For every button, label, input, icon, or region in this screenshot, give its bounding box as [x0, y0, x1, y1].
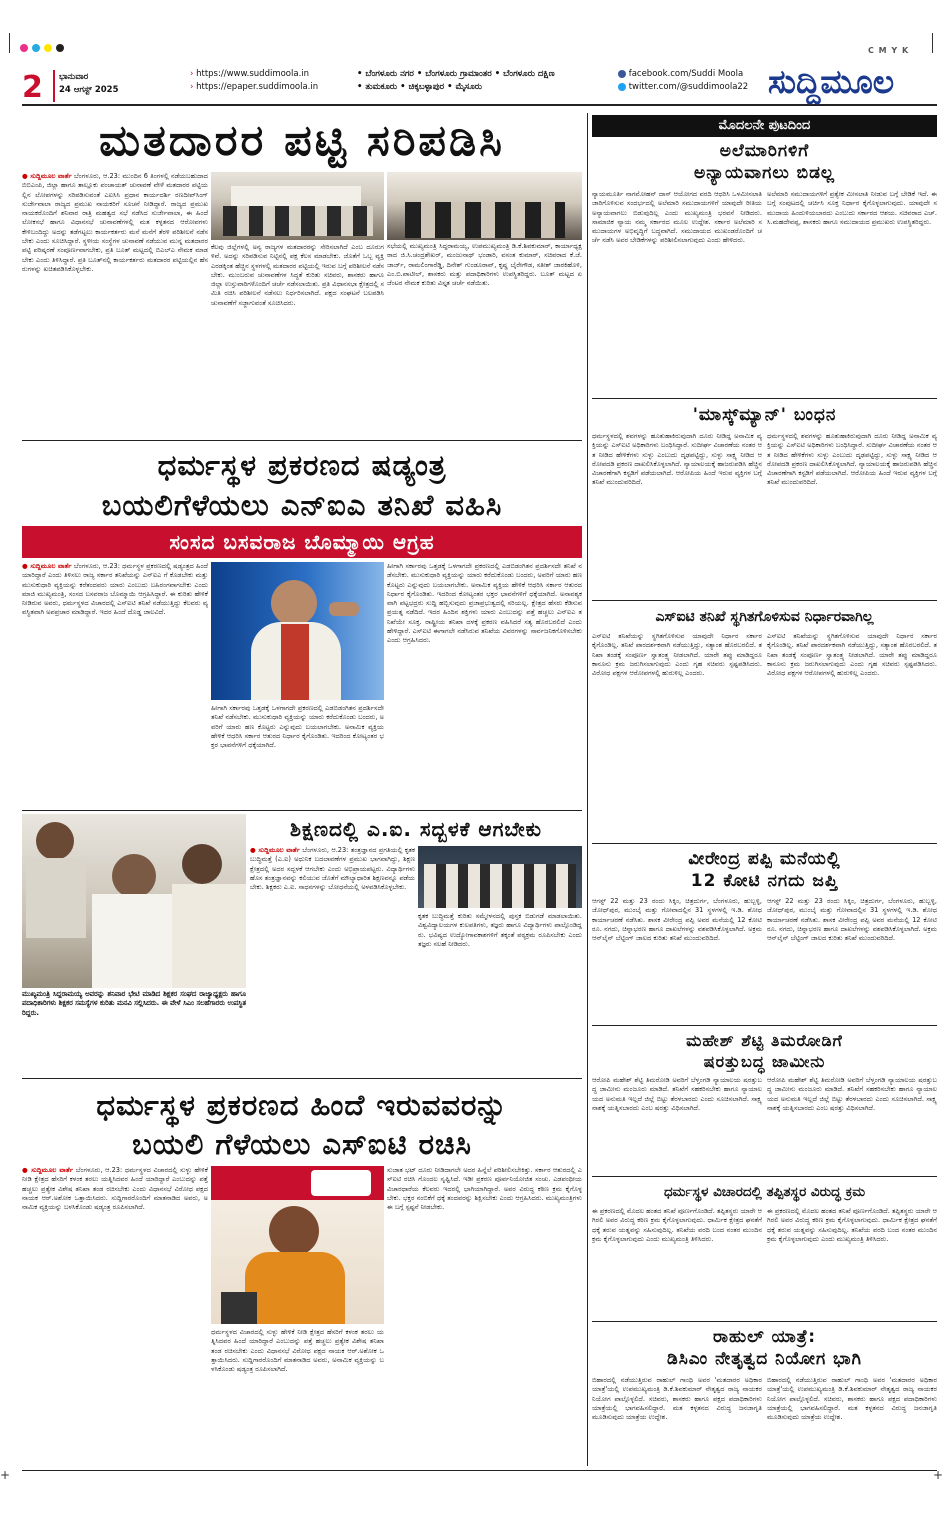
section-rule: [592, 1176, 937, 1177]
story3-byline: ● ಸುದ್ದಿಮೂಲ ವಾರ್ತೆ: [250, 846, 300, 854]
editorial-column-2b: ಧರ್ಮಸ್ಥಳದಲ್ಲಿ ಶವಗಳನ್ನು ಹೂತುಹಾಕಿರುವುದಾಗಿ ದೂರು ನೀಡಿದ್ದ ಅನಾಮಿಕ ವ್ಯಕ್ತಿಯನ್ನು ಎಸ್‌ಐಟಿ ಅಧಿಕಾರಿಗಳು ಬಂಧಿಸಿದ್ದಾರೆ. ಸುದೀರ್ಘ ವಿಚಾರಣೆಯ ನಂತರ ಆತ ನೀಡಿದ ಹೇಳಿಕೆಗಳು ಸುಳ್ಳು ಎಂಬುದು ದೃಢಪಟ್ಟಿದ್ದು, ಸುಳ್ಳು ಸಾಕ್ಷ್ಯ ನೀಡಿದ ಆರೋಪದಡಿ ಪ್ರಕರಣ ದಾಖಲಿಸಿಕೊಳ್ಳಲಾಗಿದೆ. ನ್ಯಾಯಾಲಯಕ್ಕೆ ಹಾಜರುಪಡಿಸಿ ಹೆಚ್ಚಿನ ವಿಚಾರಣೆಗಾಗಿ ಕಸ್ಟಡಿಗೆ ಪಡೆಯಲಾಗಿದೆ. ಆರೋಪಿಯ ಹಿಂದೆ ಇರುವ ವ್ಯಕ್ತಿಗಳ ಬಗ್ಗೆ ತನಿಖೆ ಮುಂದುವರಿದಿದೆ.: [767, 432, 937, 487]
lead-byline: ● ಸುದ್ದಿಮೂಲ ವಾರ್ತೆ: [22, 172, 72, 180]
editorial-column-5b: ಆರೋಪಿ ಮಹೇಶ್ ಶೆಟ್ಟಿ ತಿಮರೋಡಿ ಅವರಿಗೆ ಬೆಳ್ತಂಗಡಿ ನ್ಯಾಯಾಲಯ ಷರತ್ತುಬದ್ಧ ಜಾಮೀನು ಮಂಜೂರು ಮಾಡಿದೆ. ತನಿಖೆಗೆ ಸಹಕರಿಸಬೇಕು ಹಾಗೂ ನ್ಯಾಯಾಲಯದ ಅನುಮತಿ ಇಲ್ಲದೆ ಜಿಲ್ಲೆ ಬಿಟ್ಟು ತೆರಳಬಾರದು ಎಂದು ಸೂಚಿಸಲಾಗಿದೆ. ಸಾಕ್ಷ್ಯ ನಾಶಕ್ಕೆ ಯತ್ನಿಸಬಾರದು ಎಂಬ ಷರತ್ತು ವಿಧಿಸಲಾಗಿದೆ.: [767, 1076, 937, 1112]
story2-body-2: ಹೀಗಾಗಿ ಸರ್ಕಾರವು ಒತ್ತಡಕ್ಕೆ ಒಳಗಾಗದೇ ಪ್ರಕರಣದಲ್ಲಿ ಎಡಬಿಡಂಗಿತನ ಪ್ರದರ್ಶಿಸದೇ ತನಿಖೆ ನಡೆಸಬೇಕು. ಮುಸುಕುಧಾರಿ ವ್ಯಕ್ತಿಯನ್ನು ಯಾರು ಕರೆದುಕೊಂಡು ಬಂದರು, ಅವರಿಗೆ ಯಾರು ಹಣ ಕೊಟ್ಟರು ಎನ್ನುವುದು ಬಯಲಾಗಬೇಕು. ಅನಾಮಿಕ ವ್ಯಕ್ತಿಯ ಹೇಳಿಕೆ ಆಧರಿಸಿ ಸರ್ಕಾರ ಆತುರದ ನಿರ್ಧಾರ ಕೈಗೊಂಡಿತು. ಇದರಿಂದ ಕೋಟ್ಯಂತರ ಭಕ್ತರ ಭಾವನೆಗಳಿಗೆ ಧಕ್ಕೆಯಾಗಿದೆ.: [387, 562, 582, 598]
areas-line-2: • ತುಮಕೂರು • ಚಿಕ್ಕಬಳ್ಳಾಪುರ • ಮೈಸೂರು: [357, 82, 482, 92]
story3-headline: ಶಿಕ್ಷಣದಲ್ಲಿ ಎ.ಐ. ಸದ್ಬಳಕೆ ಆಗಬೇಕು: [290, 817, 542, 841]
section-rule: [592, 843, 937, 844]
crop-mark: [9, 33, 10, 53]
registration-dots: [20, 44, 64, 52]
editorial-headline-4b: 12 ಕೋಟಿ ನಗದು ಜಪ್ತಿ: [690, 871, 839, 891]
lead-headline: ಮತದಾರರ ಪಟ್ಟಿ ಸರಿಪಡಿಸಿ: [99, 116, 505, 166]
section-rule: [592, 1321, 937, 1322]
section-rule: [592, 600, 937, 601]
editorial-column-1a: ನ್ಯಾಯಮೂರ್ತಿ ನಾಗಮೋಹನ್ ದಾಸ್ ಆಯೋಗದ ವರದಿ ಆಧರಿಸಿ ಒಳಮೀಸಲಾತಿ ಜಾರಿಗೊಳಿಸುವ ಸಂದರ್ಭದಲ್ಲಿ ಅಲೆಮಾರಿ ಸಮುದಾಯಗಳಿಗೆ ಯಾವುದೇ ರೀತಿಯ ಅನ್ಯಾಯವಾಗಲು ಬಿಡುವುದಿಲ್ಲ ಎಂದು ಮುಖ್ಯಮಂತ್ರಿ ಭರವಸೆ ನೀಡಿದರು. ಸಾಮಾಜಿಕ ನ್ಯಾಯ ನಮ್ಮ ಸರ್ಕಾರದ ಮೂಲ ಉದ್ದೇಶ. ಸರ್ಕಾರ ಅಲೆಮಾರಿ ಸಮುದಾಯಗಳ ಅಭಿವೃದ್ಧಿಗೆ ಬದ್ಧವಾಗಿದೆ. ಸಮುದಾಯದ ಮುಖಂಡರೊಂದಿಗೆ ಚರ್ಚೆ ನಡೆಸಿ ಅವರ ಬೇಡಿಕೆಗಳನ್ನು ಪರಿಶೀಲಿಸಲಾಗುವುದು ಎಂದು ಹೇಳಿದರು.: [592, 190, 762, 245]
cm-meeting-photo: [22, 814, 246, 988]
lead-column-3: [387, 172, 582, 436]
photo-caption: ಮುಖ್ಯಮಂತ್ರಿ ಸಿದ್ದರಾಮಯ್ಯ ಅವರನ್ನು ಶನಿವಾರ ಭೇಟಿ ಮಾಡಿದ ಶಿಕ್ಷಕರ ಸಂಘದ ರಾಜ್ಯಾಧ್ಯಕ್ಷರು ಹಾಗೂ ಪದಾಧಿಕಾರಿಗಳು ಶಿಕ್ಷಕರ ಸಮಸ್ಯೆಗಳ ಕುರಿತು ಮನವಿ ಸಲ್ಲಿಸಿದರು. ಈ ವೇಳೆ ಸಿಎಂ ಸಲಹೆಗಾರರು ಉಪಸ್ಥಿತರಿದ್ದರು.: [22, 990, 246, 1017]
cyan-dot: [32, 44, 40, 52]
editorial-headline-1b: ಅನ್ಯಾಯವಾಗಲು ಬಿಡಲ್ಲ: [694, 163, 835, 183]
crop-mark: +: [933, 1468, 944, 1482]
website-links: [190, 68, 318, 94]
newspaper-logo: ಸುದ್ದಿಮೂಲ: [768, 62, 895, 101]
lead-dateline: ಬೆಂಗಳೂರು, ಆ.23:: [74, 172, 121, 180]
story2-body-1: ಧರ್ಮಸ್ಥಳ ಪ್ರಕರಣದಲ್ಲಿ ಷಡ್ಯಂತ್ರದ ಹಿಂದೆ ಯಾರಿದ್ದಾರೆ ಎಂದು ತಿಳಿಸಲು ರಾಜ್ಯ ಸರ್ಕಾರ ತನಿಖೆಯನ್ನು ಎನ್‌ಐಎ ಗೆ ಕೊಡಬೇಕು ಮತ್ತು ಮುಸುಕುಧಾರಿ ವ್ಯಕ್ತಿಯನ್ನು ಕರೆತಂದವರು ಯಾರು ಎಂಬುದು ಬಹಿರಂಗವಾಗಬೇಕು ಎಂದು ಮಾಜಿ ಮುಖ್ಯಮಂತ್ರಿ, ಸಂಸದ ಬಸವರಾಜ ಬೊಮ್ಮಾಯಿ ಆಗ್ರಹಿಸಿದ್ದಾರೆ. ಈ ಕುರಿತು ಹೇಳಿಕೆ ನೀಡಿರುವ ಅವರು, ಧರ್ಮಸ್ಥಳದ ವಿಚಾರದಲ್ಲಿ ಎಸ್‌ಐಟಿ ತನಿಖೆ ನಡೆಯುತ್ತಿದ್ದು ಕೆಲವರು ವ್ಯವಸ್ಥಿತವಾಗಿ ಅಪಪ್ರಚಾರ ಮಾಡಿದ್ದಾರೆ. ಇದರ ಹಿಂದೆ ದೊಡ್ಡ ಜಾಲವಿದೆ.: [22, 562, 208, 617]
story3-dateline: ಬೆಂಗಳೂರು, ಆ.23:: [302, 846, 349, 854]
epaper-link[interactable]: https://epaper.suddimoola.in: [196, 82, 319, 92]
story4-column-3: ಸುಜಾತ ಭಟ್ ದೂರು ನೀಡಿದಾಗಲೇ ಅದರ ಹಿನ್ನೆಲೆ ಪರಿಶೀಲಿಸಬೇಕಿತ್ತು. ಸರ್ಕಾರ ಆತುರದಲ್ಲಿ ಎಸ್‌ಐಟಿ ರಚಿಸಿ ಗೊಂದಲ ಸೃಷ್ಟಿಸಿದೆ. ಇಡೀ ಪ್ರಕರಣ ಪೂರ್ವನಿಯೋಜಿತ ಸಂಚು. ಎಡಪಂಥೀಯ ವಿಚಾರಧಾರೆಯ ಕೆಲವರು ಇದರಲ್ಲಿ ಭಾಗಿಯಾಗಿದ್ದಾರೆ. ಅವರ ವಿರುದ್ಧ ಕಠಿಣ ಕ್ರಮ ಕೈಗೊಳ್ಳಬೇಕು. ಭಕ್ತರ ನಂಬಿಕೆಗೆ ಧಕ್ಕೆ ತಂದವರನ್ನು ಶಿಕ್ಷಿಸಬೇಕು ಎಂದು ಆಗ್ರಹಿಸಿದರು. ಮುಖ್ಯಮಂತ್ರಿಗಳು ಈ ಬಗ್ಗೆ ಸ್ಪಷ್ಟನೆ ನೀಡಬೇಕು.: [387, 1166, 582, 1212]
editorial-headline-1a: ಅಲೆಮಾರಿಗಳಿಗೆ: [719, 141, 810, 161]
story3-column-1: [250, 846, 415, 1074]
link-arrow-icon: ›: [190, 82, 194, 92]
story2-headline-line-2: ಬಯಲಿಗೆಳೆಯಲು ಎನ್‌ಐಎ ತನಿಖೆ ವಹಿಸಿ: [101, 488, 503, 522]
section-rule: [592, 398, 937, 399]
editorial-column-7b: ಬಿಹಾರದಲ್ಲಿ ನಡೆಯುತ್ತಿರುವ ರಾಹುಲ್ ಗಾಂಧಿ ಅವರ 'ಮತದಾರರ ಅಧಿಕಾರ ಯಾತ್ರೆ'ಯಲ್ಲಿ ಉಪಮುಖ್ಯಮಂತ್ರಿ ಡಿ.ಕೆ.ಶಿವಕುಮಾರ್ ನೇತೃತ್ವದ ರಾಜ್ಯ ನಾಯಕರ ನಿಯೋಗ ಪಾಲ್ಗೊಳ್ಳಲಿದೆ. ಸಚಿವರು, ಶಾಸಕರು ಹಾಗೂ ಪಕ್ಷದ ಪದಾಧಿಕಾರಿಗಳು ಯಾತ್ರೆಯಲ್ಲಿ ಭಾಗವಹಿಸಲಿದ್ದಾರೆ. ಮತ ಕಳ್ಳತನದ ವಿರುದ್ಧ ಜನಜಾಗೃತಿ ಮೂಡಿಸುವುದು ಯಾತ್ರೆಯ ಉದ್ದೇಶ.: [767, 1376, 937, 1422]
story4-dateline: ಬೆಂಗಳೂರು, ಆ.23:: [75, 1166, 123, 1174]
yellow-dot: [44, 44, 52, 52]
editorial-headline-2: 'ಮಾಸ್ಕ್‌ಮ್ಯಾನ್' ಬಂಧನ: [692, 405, 837, 425]
crop-mark: +: [0, 1468, 11, 1482]
story2-column-1: [22, 562, 208, 806]
section-rule: [22, 440, 582, 441]
story4-byline: ● ಸುದ್ದಿಮೂಲ ವಾರ್ತೆ: [22, 1166, 74, 1174]
lead-column-1: [22, 172, 208, 436]
masthead: [22, 64, 937, 106]
story3-body-1: ತಂತ್ರಜ್ಞಾನದ ಪ್ರಗತಿಯಲ್ಲಿ ಕೃತಕ ಬುದ್ಧಿಮತ್ತೆ (ಎ.ಐ) ಅಧುನಿಕ ಬದಲಾವಣೆಗಳ ಪ್ರಮುಖ ಭಾಗವಾಗಿದ್ದು, ಶಿಕ್ಷಣ ಕ್ಷೇತ್ರದಲ್ಲಿ ಅದರ ಸದ್ಬಳಕೆ ಆಗಬೇಕು ಎಂದು ಅಭಿಪ್ರಾಯಪಟ್ಟರು. ವಿದ್ಯಾರ್ಥಿಗಳು ಹೊಸ ತಂತ್ರಜ್ಞಾನವನ್ನು ಕಲಿಯುವ ಜೊತೆಗೆ ಮೌಲ್ಯಾಧಾರಿತ ಶಿಕ್ಷಣವನ್ನೂ ಪಡೆಯಬೇಕು. ಶಿಕ್ಷಕರು ಎ.ಐ. ಸಾಧನಗಳನ್ನು ಬೋಧನೆಯಲ್ಲಿ ಅಳವಡಿಸಿಕೊಳ್ಳಬೇಕು.: [250, 846, 415, 892]
website-link[interactable]: https://www.suddimoola.in: [196, 69, 310, 79]
lead-column-2: ಕೆಲವು ಜಿಲ್ಲೆಗಳಲ್ಲಿ ಅನ್ಯ ರಾಜ್ಯಗಳ ಮತದಾರರನ್ನು ಸೇರಿಸಲಾಗಿದೆ ಎಂಬ ದೂರುಗಳಿವೆ. ಅದನ್ನು ಸರಿಪಡಿಸುವ ನಿಟ್ಟಿನಲ್ಲಿ ಪಕ್ಷ ಕೆಲಸ ಮಾಡಬೇಕು. ಜೊತೆಗೆ ಒಬ್ಬ ವ್ಯಕ್ತಿ ಎರಡಕ್ಕಿಂತ ಹೆಚ್ಚಿನ ಸ್ಥಳಗಳಲ್ಲಿ ಮತದಾರರ ಪಟ್ಟಿಯಲ್ಲಿ ಇರುವ ಬಗ್ಗೆ ಪರಿಶೀಲನೆ ನಡೆಸಬೇಕು. ಮುಂಬರುವ ಚುನಾವಣೆಗಳ ಸಿದ್ಧತೆ ಕುರಿತು ಸಚಿವರು, ಶಾಸಕರು ಹಾಗೂ ಜಿಲ್ಲಾ ಉಸ್ತುವಾರಿಗಳೊಂದಿಗೆ ಚರ್ಚೆ ನಡೆಸಲಾಯಿತು. ಪ್ರತಿ ವಿಧಾನಸಭಾ ಕ್ಷೇತ್ರದಲ್ಲಿ ಸಮಿತಿ ರಚಿಸಿ ಪರಿಶೀಲನೆ ನಡೆಸಲು ನಿರ್ಧರಿಸಲಾಗಿದೆ. ಪಕ್ಷದ ಸಂಘಟನೆ ಬಲಪಡಿಸಿ ಚುನಾವಣೆಗೆ ಸಜ್ಜಾಗುವಂತೆ ಸೂಚಿಸಿದರು.: [211, 243, 384, 307]
story2-subheadline: ಸಂಸದ ಬಸವರಾಜ ಬೊಮ್ಮಾಯಿ ಆಗ್ರಹ: [22, 526, 582, 558]
story2-body-3: ಅನಾವಶ್ಯಕವಾಗಿ ಪಟ್ಟಭದ್ರರು ಸುದ್ದಿ ಹಬ್ಬಿಸುವುದು ಪ್ರಜಾಪ್ರಭುತ್ವದಲ್ಲಿ ಸರಿಯಲ್ಲ. ಕ್ಷೇತ್ರದ ಹೆಸರು ಕೆಡಿಸುವ ಪ್ರಯತ್ನ ನಡೆದಿದೆ. ಇದರ ಹಿಂದಿನ ಶಕ್ತಿಗಳು ಯಾರು ಎಂಬುದನ್ನು ಪತ್ತೆ ಹಚ್ಚಲು ಎನ್‌ಐಎ ತನಿಖೆಯೇ ಸೂಕ್ತ. ರಾಷ್ಟ್ರೀಯ ತನಿಖಾ ದಳಕ್ಕೆ ಪ್ರಕರಣ ವಹಿಸಿದರೆ ಸತ್ಯ ಹೊರಬರಲಿದೆ ಎಂದು ಹೇಳಿದ್ದಾರೆ. ಎಸ್‌ಐಟಿ ಈಗಾಗಲೇ ನಡೆಸಿರುವ ತನಿಖೆಯ ವಿವರಗಳನ್ನು ಸಾರ್ವಜನಿಕಗೊಳಿಸಬೇಕು ಎಂದು ಆಗ್ರಹಿಸಿದರು.: [387, 589, 582, 645]
editorial-column-1b: ಅಲೆಮಾರಿ ಸಮುದಾಯಗಳಿಗೆ ಪ್ರತ್ಯೇಕ ಮೀಸಲಾತಿ ನೀಡುವ ಬಗ್ಗೆ ಬೇಡಿಕೆ ಇದೆ. ಈ ಬಗ್ಗೆ ಸಂಪುಟದಲ್ಲಿ ಚರ್ಚಿಸಿ ಸೂಕ್ತ ನಿರ್ಧಾರ ಕೈಗೊಳ್ಳಲಾಗುವುದು. ಯಾವುದೇ ಸಮುದಾಯ ಹಿಂದುಳಿಯಬಾರದು ಎಂಬುದು ಸರ್ಕಾರದ ಆಶಯ. ಸಚಿವರಾದ ಎಚ್.ಸಿ.ಮಹದೇವಪ್ಪ, ಶಾಸಕರು ಹಾಗೂ ಸಮುದಾಯದ ಪ್ರಮುಖರು ಉಪಸ್ಥಿತರಿದ್ದರು.: [767, 190, 937, 226]
story4-column-2: ಧರ್ಮಸ್ಥಳದ ವಿಚಾರದಲ್ಲಿ ಸುಳ್ಳು ಹೇಳಿಕೆ ನೀಡಿ ಕ್ಷೇತ್ರದ ಹೆಸರಿಗೆ ಕಳಂಕ ತರಲು ಯತ್ನಿಸಿದವರ ಹಿಂದೆ ಯಾರಿದ್ದಾರೆ ಎಂಬುದನ್ನು ಪತ್ತೆ ಹಚ್ಚಲು ಪ್ರತ್ಯೇಕ ವಿಶೇಷ ತನಿಖಾ ತಂಡ ರಚಿಸಬೇಕು ಎಂದು ವಿಧಾನಸಭೆ ವಿರೋಧ ಪಕ್ಷದ ನಾಯಕ ಆರ್.ಅಶೋಕ ಒತ್ತಾಯಿಸಿದರು. ಸುದ್ದಿಗಾರರೊಂದಿಗೆ ಮಾತನಾಡಿದ ಅವರು, ಅನಾಮಿಕ ವ್ಯಕ್ತಿಯನ್ನು ಬಳಸಿಕೊಂಡು ಷಡ್ಯಂತ್ರ ರೂಪಿಸಲಾಗಿದೆ.: [211, 1328, 384, 1374]
editorial-headline-5a: ಮಹೇಶ್ ಶೆಟ್ಟಿ ತಿಮರೋಡಿಗೆ: [686, 1031, 843, 1050]
issue-day: ಭಾನುವಾರ: [59, 72, 89, 82]
twitter-icon: [618, 83, 626, 91]
story4-body-1: ಧರ್ಮಸ್ಥಳದ ವಿಚಾರದಲ್ಲಿ ಸುಳ್ಳು ಹೇಳಿಕೆ ನೀಡಿ ಕ್ಷೇತ್ರದ ಹೆಸರಿಗೆ ಕಳಂಕ ತರಲು ಯತ್ನಿಸಿದವರ ಹಿಂದೆ ಯಾರಿದ್ದಾರೆ ಎಂಬುದನ್ನು ಪತ್ತೆ ಹಚ್ಚಲು ಪ್ರತ್ಯೇಕ ವಿಶೇಷ ತನಿಖಾ ತಂಡ ರಚಿಸಬೇಕು ಎಂದು ವಿಧಾನಸಭೆ ವಿರೋಧ ಪಕ್ಷದ ನಾಯಕ ಆರ್.ಅಶೋಕ ಒತ್ತಾಯಿಸಿದರು. ಸುದ್ದಿಗಾರರೊಂದಿಗೆ ಮಾತನಾಡಿದ ಅವರು, ಅನಾಮಿಕ ವ್ಯಕ್ತಿಯನ್ನು ಬಳಸಿಕೊಂಡು ಷಡ್ಯಂತ್ರ ರೂಪಿಸಲಾಗಿದೆ.: [22, 1166, 208, 1212]
coverage-areas: [357, 68, 555, 94]
editorial-headline-4a: ವೀರೇಂದ್ರ ಪಪ್ಪಿ ಮನೆಯಲ್ಲಿ: [688, 849, 841, 869]
facebook-icon: [618, 70, 626, 78]
column-separator: [587, 113, 588, 1466]
link-arrow-icon: ›: [190, 69, 194, 79]
page-number: 2: [22, 70, 43, 105]
editorial-column-3b: ಎಸ್‌ಐಟಿ ತನಿಖೆಯನ್ನು ಸ್ಥಗಿತಗೊಳಿಸುವ ಯಾವುದೇ ನಿರ್ಧಾರ ಸರ್ಕಾರ ಕೈಗೊಂಡಿಲ್ಲ. ತನಿಖೆ ಪಾರದರ್ಶಕವಾಗಿ ನಡೆಯುತ್ತಿದ್ದು, ಸತ್ಯಾಂಶ ಹೊರಬರಲಿದೆ. ತನಿಖಾ ತಂಡಕ್ಕೆ ಸಂಪೂರ್ಣ ಸ್ವಾತಂತ್ರ್ಯ ನೀಡಲಾಗಿದೆ. ಯಾರೇ ತಪ್ಪು ಮಾಡಿದ್ದರೂ ಕಾನೂನು ಕ್ರಮ ಜರುಗಿಸಲಾಗುವುದು ಎಂದು ಗೃಹ ಸಚಿವರು ಸ್ಪಷ್ಟಪಡಿಸಿದರು. ವಿರೋಧ ಪಕ್ಷಗಳ ಆರೋಪಗಳಲ್ಲಿ ಹುರುಳಿಲ್ಲ ಎಂದರು.: [767, 632, 937, 678]
story4-headline-line-1: ಧರ್ಮಸ್ಥಳ ಪ್ರಕರಣದ ಹಿಂದೆ ಇರುವವರನ್ನು: [96, 1088, 508, 1122]
crop-mark: [932, 33, 933, 53]
meeting-photo-1: [211, 172, 384, 240]
black-dot: [56, 44, 64, 52]
story4-headline-line-2: ಬಯಲಿ ಗೆಳೆಯಲು ಎಸ್‌ಐಟಿ ರಚಿಸಿ: [132, 1127, 472, 1161]
story3-column-2: ಕೃತಕ ಬುದ್ಧಿಮತ್ತೆ ಕುರಿತು ಸಮ್ಮೇಳನದಲ್ಲಿ ಪುಸ್ತಕ ಬಿಡುಗಡೆ ಮಾಡಲಾಯಿತು. ವಿಶ್ವವಿದ್ಯಾಲಯಗಳ ಕುಲಪತಿಗಳು, ತಜ್ಞರು ಹಾಗೂ ವಿದ್ಯಾರ್ಥಿಗಳು ಪಾಲ್ಗೊಂಡಿದ್ದರು. ಭವಿಷ್ಯದ ಉದ್ಯೋಗಾವಕಾಶಗಳಿಗೆ ತಕ್ಕಂತೆ ಪಠ್ಯಕ್ರಮ ರೂಪಿಸಬೇಕು ಎಂದು ತಜ್ಞರು ಸಲಹೆ ನೀಡಿದರು.: [418, 912, 582, 948]
lead-body-3: ಸಭೆಯಲ್ಲಿ ಮುಖ್ಯಮಂತ್ರಿ ಸಿದ್ದರಾಮಯ್ಯ, ಉಪಮುಖ್ಯಮಂತ್ರಿ ಡಿ.ಕೆ.ಶಿವಕುಮಾರ್, ಕಾರ್ಯಾಧ್ಯಕ್ಷರಾದ ಜಿ.ಸಿ.ಚಂದ್ರಶೇಖರ್, ಮಂಜುನಾಥ್ ಭಂಡಾರಿ, ವಸಂತ ಕುಮಾರ್, ಸಚಿವರಾದ ಕೆ.ಜೆ.ಜಾರ್ಜ್, ರಾಮಲಿಂಗಾರೆಡ್ಡಿ, ದಿನೇಶ್ ಗುಂಡೂರಾವ್, ಕೃಷ್ಣ ಬೈರೇಗೌಡ, ಸತೀಶ್ ಜಾರಕಿಹೊಳಿ, ಎಂ.ಬಿ.ಪಾಟೀಲ್, ಶಾಸಕರು ಮತ್ತು ಪದಾಧಿಕಾರಿಗಳು ಉಪಸ್ಥಿತರಿದ್ದರು. ಬೂತ್ ಮಟ್ಟದ ಏಜೆಂಟರ ನೇಮಕ ಕುರಿತು ವಿಸ್ತೃತ ಚರ್ಚೆ ನಡೆಯಿತು.: [387, 242, 582, 288]
story2-column-2a: ಹೀಗಾಗಿ ಸರ್ಕಾರವು ಒತ್ತಡಕ್ಕೆ ಒಳಗಾಗದೇ ಪ್ರಕರಣದಲ್ಲಿ ಎಡಬಿಡಂಗಿತನ ಪ್ರದರ್ಶಿಸದೇ ತನಿಖೆ ನಡೆಸಬೇಕು. ಮುಸುಕುಧಾರಿ ವ್ಯಕ್ತಿಯನ್ನು ಯಾರು ಕರೆದುಕೊಂಡು ಬಂದರು, ಅವರಿಗೆ ಯಾರು ಹಣ ಕೊಟ್ಟರು ಎನ್ನುವುದು ಬಯಲಾಗಬೇಕು. ಅನಾಮಿಕ ವ್ಯಕ್ತಿಯ ಹೇಳಿಕೆ ಆಧರಿಸಿ ಸರ್ಕಾರ ಆತುರದ ನಿರ್ಧಾರ ಕೈಗೊಂಡಿತು. ಇದರಿಂದ ಕೋಟ್ಯಂತರ ಭಕ್ತರ ಭಾವನೆಗಳಿಗೆ ಧಕ್ಕೆಯಾಗಿದೆ.: [211, 704, 384, 750]
ashoka-photo: [211, 1166, 384, 1324]
editorial-column-2a: ಧರ್ಮಸ್ಥಳದಲ್ಲಿ ಶವಗಳನ್ನು ಹೂತುಹಾಕಿರುವುದಾಗಿ ದೂರು ನೀಡಿದ್ದ ಅನಾಮಿಕ ವ್ಯಕ್ತಿಯನ್ನು ಎಸ್‌ಐಟಿ ಅಧಿಕಾರಿಗಳು ಬಂಧಿಸಿದ್ದಾರೆ. ಸುದೀರ್ಘ ವಿಚಾರಣೆಯ ನಂತರ ಆತ ನೀಡಿದ ಹೇಳಿಕೆಗಳು ಸುಳ್ಳು ಎಂಬುದು ದೃಢಪಟ್ಟಿದ್ದು, ಸುಳ್ಳು ಸಾಕ್ಷ್ಯ ನೀಡಿದ ಆರೋಪದಡಿ ಪ್ರಕರಣ ದಾಖಲಿಸಿಕೊಳ್ಳಲಾಗಿದೆ. ನ್ಯಾಯಾಲಯಕ್ಕೆ ಹಾಜರುಪಡಿಸಿ ಹೆಚ್ಚಿನ ವಿಚಾರಣೆಗಾಗಿ ಕಸ್ಟಡಿಗೆ ಪಡೆಯಲಾಗಿದೆ. ಆರೋಪಿಯ ಹಿಂದೆ ಇರುವ ವ್ಯಕ್ತಿಗಳ ಬಗ್ಗೆ ತನಿಖೆ ಮುಂದುವರಿದಿದೆ.: [592, 432, 762, 487]
areas-line-1: • ಬೆಂಗಳೂರು ನಗರ • ಬೆಂಗಳೂರು ಗ್ರಾಮಾಂತರ • ಬೆಂಗಳೂರು ದಕ್ಷಿಣ: [357, 69, 555, 79]
social-links: [618, 68, 748, 94]
story2-headline-line-1: ಧರ್ಮಸ್ಥಳ ಪ್ರಕರಣದ ಷಡ್ಯಂತ್ರ: [157, 448, 447, 482]
cmyk-label: C M Y K: [868, 46, 910, 55]
bottom-rule: [22, 1470, 937, 1471]
ai-event-photo: [418, 846, 582, 908]
editorial-headline-6: ಧರ್ಮಸ್ಥಳ ವಿಚಾರದಲ್ಲಿ ತಪ್ಪಿತಸ್ಥರ ವಿರುದ್ಧ ಕ್ರಮ: [663, 1184, 866, 1200]
facebook-link[interactable]: facebook.com/Suddi Moola: [628, 69, 744, 79]
section-rule: [592, 1025, 937, 1026]
editorial-headline-7a: ರಾಹುಲ್ ಯಾತ್ರೆ:: [712, 1327, 817, 1347]
bommai-photo: [211, 562, 384, 700]
editorial-column-5a: ಆರೋಪಿ ಮಹೇಶ್ ಶೆಟ್ಟಿ ತಿಮರೋಡಿ ಅವರಿಗೆ ಬೆಳ್ತಂಗಡಿ ನ್ಯಾಯಾಲಯ ಷರತ್ತುಬದ್ಧ ಜಾಮೀನು ಮಂಜೂರು ಮಾಡಿದೆ. ತನಿಖೆಗೆ ಸಹಕರಿಸಬೇಕು ಹಾಗೂ ನ್ಯಾಯಾಲಯದ ಅನುಮತಿ ಇಲ್ಲದೆ ಜಿಲ್ಲೆ ಬಿಟ್ಟು ತೆರಳಬಾರದು ಎಂದು ಸೂಚಿಸಲಾಗಿದೆ. ಸಾಕ್ಷ್ಯ ನಾಶಕ್ಕೆ ಯತ್ನಿಸಬಾರದು ಎಂಬ ಷರತ್ತು ವಿಧಿಸಲಾಗಿದೆ.: [592, 1076, 762, 1112]
story4-column-1: [22, 1166, 208, 1466]
editorial-headline-5b: ಷರತ್ತುಬದ್ಧ ಜಾಮೀನು: [703, 1052, 826, 1071]
editorial-headline-7b: ಡಿಸಿಎಂ ನೇತೃತ್ವದ ನಿಯೋಗ ಭಾಗಿ: [667, 1349, 862, 1369]
editorial-column-4a: ಆಗಸ್ಟ್ 22 ಮತ್ತು 23 ರಂದು ಸಿಕ್ಕಿಂ, ಚಿತ್ರದುರ್ಗ, ಬೆಂಗಳೂರು, ಹುಬ್ಬಳ್ಳಿ, ಜೋಧ್‌ಪುರ, ಮುಂಬೈ ಮತ್ತು ಗೋವಾದಲ್ಲಿನ 31 ಸ್ಥಳಗಳಲ್ಲಿ ಇ.ಡಿ. ಶೋಧ ಕಾರ್ಯಾಚರಣೆ ನಡೆಸಿತು. ಶಾಸಕ ವೀರೇಂದ್ರ ಪಪ್ಪಿ ಅವರ ಮನೆಯಲ್ಲಿ 12 ಕೋಟಿ ರೂ. ನಗದು, ಚಿನ್ನಾಭರಣ ಹಾಗೂ ದಾಖಲೆಗಳನ್ನು ವಶಪಡಿಸಿಕೊಳ್ಳಲಾಗಿದೆ. ಅಕ್ರಮ ಆನ್‌ಲೈನ್ ಬೆಟ್ಟಿಂಗ್ ಜಾಲದ ಕುರಿತು ತನಿಖೆ ಮುಂದುವರಿದಿದೆ.: [592, 897, 762, 943]
editorial-column-7a: ಬಿಹಾರದಲ್ಲಿ ನಡೆಯುತ್ತಿರುವ ರಾಹುಲ್ ಗಾಂಧಿ ಅವರ 'ಮತದಾರರ ಅಧಿಕಾರ ಯಾತ್ರೆ'ಯಲ್ಲಿ ಉಪಮುಖ್ಯಮಂತ್ರಿ ಡಿ.ಕೆ.ಶಿವಕುಮಾರ್ ನೇತೃತ್ವದ ರಾಜ್ಯ ನಾಯಕರ ನಿಯೋಗ ಪಾಲ್ಗೊಳ್ಳಲಿದೆ. ಸಚಿವರು, ಶಾಸಕರು ಹಾಗೂ ಪಕ್ಷದ ಪದಾಧಿಕಾರಿಗಳು ಯಾತ್ರೆಯಲ್ಲಿ ಭಾಗವಹಿಸಲಿದ್ದಾರೆ. ಮತ ಕಳ್ಳತನದ ವಿರುದ್ಧ ಜನಜಾಗೃತಿ ಮೂಡಿಸುವುದು ಯಾತ್ರೆಯ ಉದ್ದೇಶ.: [592, 1376, 762, 1422]
page-divider: [53, 70, 55, 102]
twitter-link[interactable]: twitter.com/@suddimoola22: [628, 82, 749, 92]
story2-column-3: [387, 562, 582, 806]
issue-date: 24 ಆಗಸ್ಟ್ 2025: [59, 85, 119, 95]
editorial-headline-3: ಎಸ್‌ಐಟಿ ತನಿಖೆ ಸ್ಥಗಿತಗೊಳಿಸುವ ನಿರ್ಧಾರವಾಗಿಲ್ಲ: [655, 609, 874, 625]
editorial-column-6a: ಈ ಪ್ರಕರಣದಲ್ಲಿ ಮೊದಲ ಹಂತದ ತನಿಖೆ ಪೂರ್ಣಗೊಂಡಿದೆ. ತಪ್ಪಿತಸ್ಥರು ಯಾರೇ ಆಗಿರಲಿ ಅವರ ವಿರುದ್ಧ ಕಠಿಣ ಕ್ರಮ ಕೈಗೊಳ್ಳಲಾಗುವುದು. ಧಾರ್ಮಿಕ ಕ್ಷೇತ್ರದ ಘನತೆಗೆ ಧಕ್ಕೆ ತರುವ ಯತ್ನವನ್ನು ಸಹಿಸುವುದಿಲ್ಲ. ತನಿಖೆಯ ವರದಿ ಬಂದ ನಂತರ ಮುಂದಿನ ಕ್ರಮ ಕೈಗೊಳ್ಳಲಾಗುವುದು ಎಂದು ಮುಖ್ಯಮಂತ್ರಿ ತಿಳಿಸಿದರು.: [592, 1207, 762, 1243]
lead-body-1: ಮುಂದಿನ 6 ತಿಂಗಳಲ್ಲಿ ನಡೆಯಬಹುದಾದ ಬಿಬಿಎಂಪಿ, ಜಿಲ್ಲಾ ಹಾಗೂ ತಾಲ್ಲೂಕು ಪಂಚಾಯತ್ ಚುನಾವಣೆ ವೇಳೆ ಮತದಾರರ ಪಟ್ಟಿಯಲ್ಲಿನ ಲೋಪಗಳನ್ನು ಸರಿಪಡಿಸುವಂತೆ ಎಐಸಿಸಿ ಪ್ರಧಾನ ಕಾರ್ಯದರ್ಶಿ ರಣದೀಪ್‌ಸಿಂಗ್ ಸುರ್ಜೇವಾಲಾ ರಾಜ್ಯದ ಪ್ರಮುಖ ನಾಯಕರಿಗೆ ಸೂಚನೆ ನೀಡಿದ್ದಾರೆ. ರಾಜ್ಯದ ಪ್ರಮುಖ ನಾಯಕರೊಂದಿಗೆ ಶನಿವಾರ ರಾತ್ರಿ ಮಹತ್ವದ ಸಭೆ ನಡೆಸಿದ ಸುರ್ಜೇವಾಲಾ, ಈ ಹಿಂದೆ ಲೋಕಸಭೆ ಹಾಗೂ ವಿಧಾನಸಭೆ ಚುನಾವಣೆಗಳಲ್ಲಿ ಮತ ಕಳ್ಳತನದ ಆರೋಪಗಳು ಕೇಳಿಬಂದಿದ್ದು ಅದನ್ನು ತಡೆಗಟ್ಟಲು ಕಾರ್ಯಕರ್ತರು ಮನೆ ಮನೆಗೆ ತೆರಳಿ ಪರಿಶೀಲನೆ ನಡೆಸಬೇಕು ಎಂದು ಸೂಚಿಸಿದ್ದಾರೆ. ಸ್ಥಳೀಯ ಸಂಸ್ಥೆಗಳ ಚುನಾವಣೆ ನಡೆಯುವ ಮುನ್ನ ಮತದಾರರ ಪಟ್ಟಿ ಪರಿಷ್ಕರಣೆ ಸಂಪೂರ್ಣವಾಗಬೇಕು, ಪ್ರತಿ ಬೂತ್ ಮಟ್ಟದಲ್ಲಿ ಬಿಎಲ್‌ಎ ನೇಮಕ ಮಾಡಬೇಕು ಎಂದು ತಿಳಿಸಿದ್ದಾರೆ. ಪ್ರತಿ ಬೂತ್‌ನಲ್ಲಿ ಕಾರ್ಯಕರ್ತರು ಮತದಾರರ ಪಟ್ಟಿಯಲ್ಲಿನ ಹೆಸರುಗಳನ್ನು ಖಚಿತಪಡಿಸಿಕೊಳ್ಳಬೇಕು.: [22, 172, 208, 273]
editorial-column-4b: ಆಗಸ್ಟ್ 22 ಮತ್ತು 23 ರಂದು ಸಿಕ್ಕಿಂ, ಚಿತ್ರದುರ್ಗ, ಬೆಂಗಳೂರು, ಹುಬ್ಬಳ್ಳಿ, ಜೋಧ್‌ಪುರ, ಮುಂಬೈ ಮತ್ತು ಗೋವಾದಲ್ಲಿನ 31 ಸ್ಥಳಗಳಲ್ಲಿ ಇ.ಡಿ. ಶೋಧ ಕಾರ್ಯಾಚರಣೆ ನಡೆಸಿತು. ಶಾಸಕ ವೀರೇಂದ್ರ ಪಪ್ಪಿ ಅವರ ಮನೆಯಲ್ಲಿ 12 ಕೋಟಿ ರೂ. ನಗದು, ಚಿನ್ನಾಭರಣ ಹಾಗೂ ದಾಖಲೆಗಳನ್ನು ವಶಪಡಿಸಿಕೊಳ್ಳಲಾಗಿದೆ. ಅಕ್ರಮ ಆನ್‌ಲೈನ್ ಬೆಟ್ಟಿಂಗ್ ಜಾಲದ ಕುರಿತು ತನಿಖೆ ಮುಂದುವರಿದಿದೆ.: [767, 897, 937, 943]
editorial-column-3a: ಎಸ್‌ಐಟಿ ತನಿಖೆಯನ್ನು ಸ್ಥಗಿತಗೊಳಿಸುವ ಯಾವುದೇ ನಿರ್ಧಾರ ಸರ್ಕಾರ ಕೈಗೊಂಡಿಲ್ಲ. ತನಿಖೆ ಪಾರದರ್ಶಕವಾಗಿ ನಡೆಯುತ್ತಿದ್ದು, ಸತ್ಯಾಂಶ ಹೊರಬರಲಿದೆ. ತನಿಖಾ ತಂಡಕ್ಕೆ ಸಂಪೂರ್ಣ ಸ್ವಾತಂತ್ರ್ಯ ನೀಡಲಾಗಿದೆ. ಯಾರೇ ತಪ್ಪು ಮಾಡಿದ್ದರೂ ಕಾನೂನು ಕ್ರಮ ಜರುಗಿಸಲಾಗುವುದು ಎಂದು ಗೃಹ ಸಚಿವರು ಸ್ಪಷ್ಟಪಡಿಸಿದರು. ವಿರೋಧ ಪಕ್ಷಗಳ ಆರೋಪಗಳಲ್ಲಿ ಹುರುಳಿಲ್ಲ ಎಂದರು.: [592, 632, 762, 678]
story2-byline: ● ಸುದ್ದಿಮೂಲ ವಾರ್ತೆ: [22, 562, 72, 570]
magenta-dot: [20, 44, 28, 52]
section-rule: [22, 810, 582, 811]
section-rule: [22, 1078, 582, 1079]
editorial-column-6b: ಈ ಪ್ರಕರಣದಲ್ಲಿ ಮೊದಲ ಹಂತದ ತನಿಖೆ ಪೂರ್ಣಗೊಂಡಿದೆ. ತಪ್ಪಿತಸ್ಥರು ಯಾರೇ ಆಗಿರಲಿ ಅವರ ವಿರುದ್ಧ ಕಠಿಣ ಕ್ರಮ ಕೈಗೊಳ್ಳಲಾಗುವುದು. ಧಾರ್ಮಿಕ ಕ್ಷೇತ್ರದ ಘನತೆಗೆ ಧಕ್ಕೆ ತರುವ ಯತ್ನವನ್ನು ಸಹಿಸುವುದಿಲ್ಲ. ತನಿಖೆಯ ವರದಿ ಬಂದ ನಂತರ ಮುಂದಿನ ಕ್ರಮ ಕೈಗೊಳ್ಳಲಾಗುವುದು ಎಂದು ಮುಖ್ಯಮಂತ್ರಿ ತಿಳಿಸಿದರು.: [767, 1207, 937, 1243]
continued-label: ಮೊದಲನೇ ಪುಟದಿಂದ: [592, 115, 937, 137]
story2-dateline: ಬೆಂಗಳೂರು, ಆ.23:: [73, 562, 120, 570]
